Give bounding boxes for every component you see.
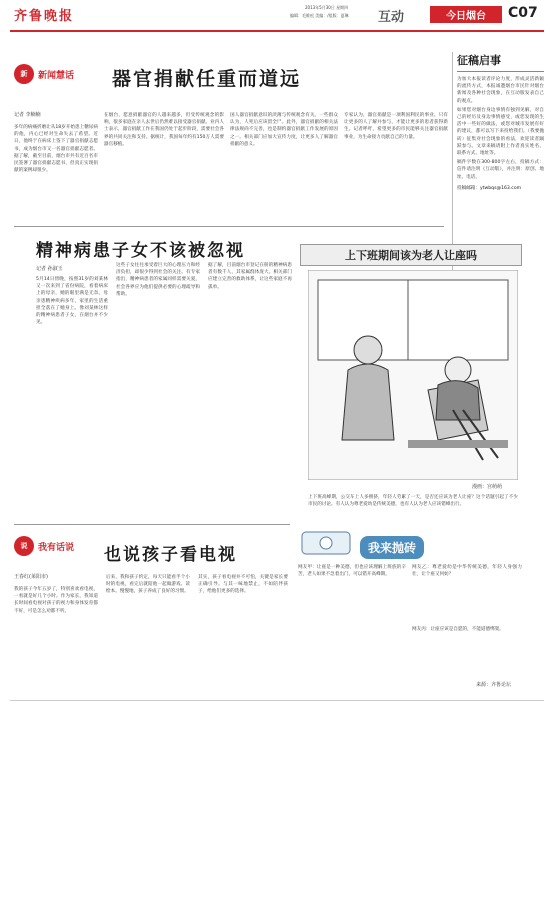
article2-title: 精神病患子女不该被忽视 [36,241,245,261]
article5-body-2: 网友乙：尊老爱幼是中华传统美德，年轻人身强力壮，让个座又何妨？ [412,565,522,578]
sidebar-email: 投稿邮箱：ytwbqs@163.com [457,185,522,191]
badge-news-talk-label: 新闻慧话 [38,70,75,81]
sidebar-body-2: 如果您对烟台身边事情有独到见解，对自己的经历及身边事情感受，或您发现的生活中一些好的做法，或您对城市发展有好的建议，都可以写下来投给我们。（我要抛砖）征集对社会现象的看法，欢迎读者踊跃参与。文章来稿请附上作者真实姓名、联系方式、地址等。 [457,107,544,157]
article1-col-1: 多年的病痛折磨让从18岁开始患上糖尿病的他，内心已经对生命失去了希望。近日，他终于在病床上签下了器官捐献志愿书，成为烟台市又一名器官捐献志愿者。据了解，截至目前，烟台市共有近百名市民签署了器官捐献志愿书，但真正实现捐献的案例却很少。 [14,125,98,174]
badge-my-say-label: 我有话说 [38,542,75,553]
my-say-bubble-icon: 说 [14,536,34,556]
article1-col-4: 专家认为，器官捐献是一项利国利民的事业。只有让更多的人了解并参与，才能让更多的患者获得新生。记者呼吁，希望更多的市民能够关注器官捐献事业，为生命接力贡献自己的力量。 [344,113,448,140]
cartoon-caption: 漫画：宫萌萌 [472,484,503,490]
article1-byline: 记者 李楠楠 [14,112,41,118]
badge-my-say [14,536,74,556]
sidebar-body-3: 稿件字数在300-800字左右，投稿方式：信件请注明《互动版》，并注明：原创、地址、电话。 [457,160,544,180]
divider-2 [14,524,290,525]
sidebar-body-1: 为加大本报读者评论力度，形成灵活新颖的流传方式，本报诚邀烟台市民针对烟台新闻及各种社会现象，在互动版发表自己的观点。 [457,77,544,104]
article2-byline: 记者 孙淑玉 [36,266,63,272]
bottom-rule [10,700,544,701]
article2-col-2: 这些子女往往承受着巨大的心理压力和经济负担，却很少得到社会的关注。有专家指出，精神病患者的家属同样需要关爱，社会各界应为他们提供必要的心理疏导和帮助。 [116,263,200,297]
channel-tab: 今日烟台 [430,6,502,23]
article1-col-2: 在烟台，愿意捐献器官的人越来越多，但受传统观念的影响，很多家庭在亲人去世后仍然难以接受器官捐献。业内人士表示，器官捐献工作在我国仍处于起步阶段，需要社会各界的共同关注和支持。据统计，我国每年约有150万人需要器官移植。 [104,113,224,147]
article4-byline: 王春红(莱阳市) [14,574,48,580]
article5-body-1: 网友甲：让座是一种美德，但也应该理解上班族的辛苦，老人如果不急着出门，可以错开高峰期。 [298,565,406,578]
badge-brick [360,536,424,559]
editor-credit: 编辑：毛维松 美编：/组版：夏琳 [290,13,349,18]
phone-illustration [298,526,358,558]
article1-col-3: 国人器官捐献意识的淡薄与传统观念有关。一些群众认为，人死后应该留全尸。此外，器官捐献的相关法律法规尚不完善，也是制约器官捐献工作发展的原因之一。相关部门应加大宣传力度，让更多人了解器官捐献的意义。 [230,113,338,147]
issue-date: 2013年5月30日 星期四 [305,5,349,10]
masthead [10,2,544,28]
article4-col-3: 其实，孩子看电视并不可怕，关键是家长要正确引导。与其一味地禁止，不如陪伴孩子，给他们更多的选择。 [198,575,288,595]
bus-seat-cartoon-icon [308,270,518,480]
article2-col-1: 5月14日傍晚，按照31岁的刘某林又一次来到了省份病院，看着病床上的母亲，她的眼里满是无奈。母亲患精神疾病多年，家里的生活重担全落在了她身上。像刘某林这样的精神病患者子女，在烟台并不少见。 [36,277,108,326]
article4-col-2: 后来，我和孩子约定，每天只能看半个小时的电视，看完后就陪他一起做游戏、读绘本。慢慢地，孩子养成了良好的习惯。 [106,575,190,595]
article3-title: 上下班期间该为老人让座吗 [345,249,477,262]
masthead-rule [10,30,544,32]
newspaper-logo: 齐鲁晚报 [14,9,75,24]
cartoon-illustration [308,270,518,480]
page-number: C07 [508,5,538,21]
article5-signoff: 来源：齐鲁论坛 [476,682,512,688]
section-name: 互动 [378,10,405,25]
news-bubble-icon: 新 [14,64,34,84]
badge-news-talk [14,64,74,84]
phone-icon [298,526,358,558]
article5-body-3: 网友丙：让座应该是自愿的，不能道德绑架。 [412,627,504,632]
article3-body: 上下班高峰期，公交车上人多拥挤，年轻人劳累了一天，是否还应该为老人让座？这个话题引起了不少市民的讨论。有人认为尊老爱幼是传统美德，也有人认为老人应该错峰出行。 [308,495,518,508]
article4-title: 也说孩子看电视 [104,545,237,565]
badge-brick-label: 我来抛砖 [360,536,424,559]
article3-title-bar [300,244,522,266]
sidebar-title: 征稿启事 [457,52,544,72]
article4-col-1: 我的孩子今年五岁了，特别喜欢看电视，一看就是好几个小时。作为家长，我知道长时间看电视对孩子的视力和身体发育都不好，可是怎么劝都不听。 [14,587,98,614]
article2-col-3: 据了解，目前烟台市登记在册的精神病患者有数千人，其家属群体庞大。相关部门应建立完善的救助体系，让这些家庭不再孤单。 [208,263,292,290]
divider-1 [14,226,444,227]
article1-title: 器官捐献任重而道远 [112,68,302,90]
